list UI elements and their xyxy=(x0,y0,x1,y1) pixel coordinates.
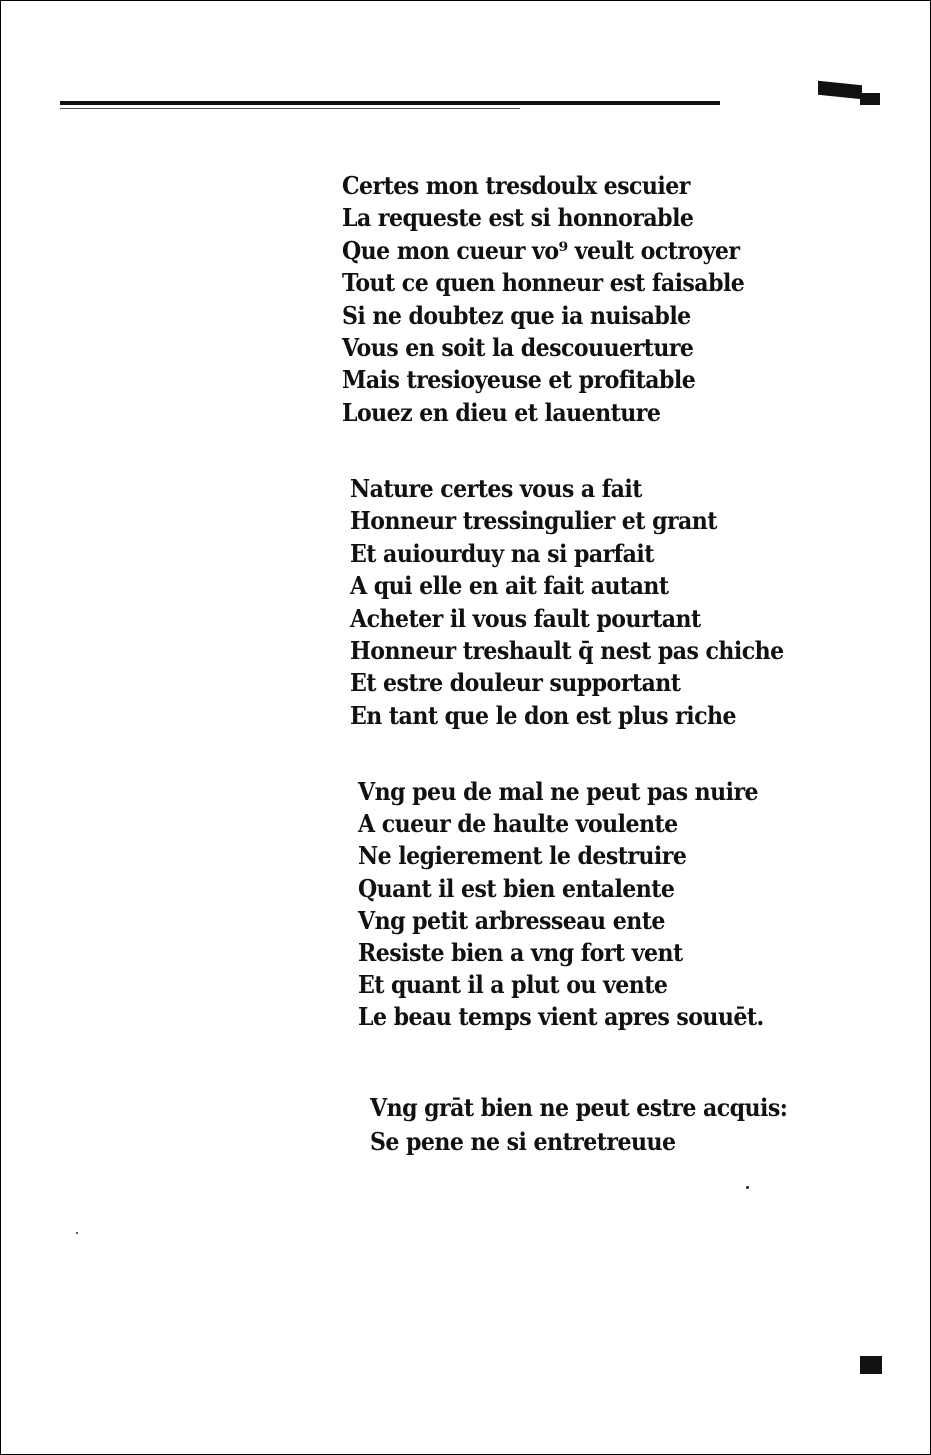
verse-line: Vng petit arbresseau ente xyxy=(358,905,665,935)
stanza-4 xyxy=(370,1091,824,1159)
verse-line: Acheter il vous fault pourtant xyxy=(350,603,701,633)
verse-line: Vng grāt bien ne peut estre acquis: xyxy=(370,1093,788,1122)
verse-line: Quant il est bien entalente xyxy=(358,873,675,903)
verse-line: Et quant il a plut ou vente xyxy=(358,970,668,1000)
verse-line: A qui elle en ait fait autant xyxy=(350,571,669,601)
verse-line: Mais tresioyeuse et profitable xyxy=(342,365,696,395)
ink-mark-top-tail xyxy=(860,93,880,105)
verse-line: Certes mon tresdoulx escuier xyxy=(342,171,690,200)
verse-line: Vng peu de mal ne peut pas nuire xyxy=(358,777,759,806)
verse-line: Et auiourduy na si parfait xyxy=(350,538,654,568)
header-rule xyxy=(60,101,720,105)
stanza-3 xyxy=(358,776,799,1034)
verse-line: Honneur treshault q̄ nest pas chiche xyxy=(350,635,784,665)
verse-line: Ne legierement le destruire xyxy=(358,841,687,871)
verse-line: Vous en soit la descouuerture xyxy=(342,332,694,362)
verse-line: Resiste bien a vng fort vent xyxy=(358,937,683,967)
verse-line: Se pene ne si entretreuue xyxy=(370,1127,676,1156)
stanza-1 xyxy=(342,170,779,429)
header-rule-thin xyxy=(60,108,520,109)
verse-line: Tout ce quen honneur est faisable xyxy=(342,268,745,298)
verse-line: A cueur de haulte voulente xyxy=(358,809,678,839)
verse-line: La requeste est si honnorable xyxy=(342,203,694,233)
verse-line: En tant que le don est plus riche xyxy=(350,700,736,730)
verse-line: Honneur tressingulier et grant xyxy=(350,506,717,536)
ink-mark-bottom xyxy=(860,1356,882,1374)
ink-speck xyxy=(76,1232,78,1234)
verse-line: Le beau temps vient apres souuēt. xyxy=(358,1002,764,1032)
verse-line: Et estre douleur supportant xyxy=(350,668,681,698)
stanza-2 xyxy=(350,473,821,732)
verse-line: Si ne doubtez que ia nuisable xyxy=(342,300,691,330)
verse-line: Nature certes vous a fait xyxy=(350,474,642,503)
ink-speck xyxy=(746,1186,749,1189)
verse-line: Que mon cueur vo⁹ veult octroyer xyxy=(342,235,740,265)
verse-line: Louez en dieu et lauenture xyxy=(342,397,661,427)
